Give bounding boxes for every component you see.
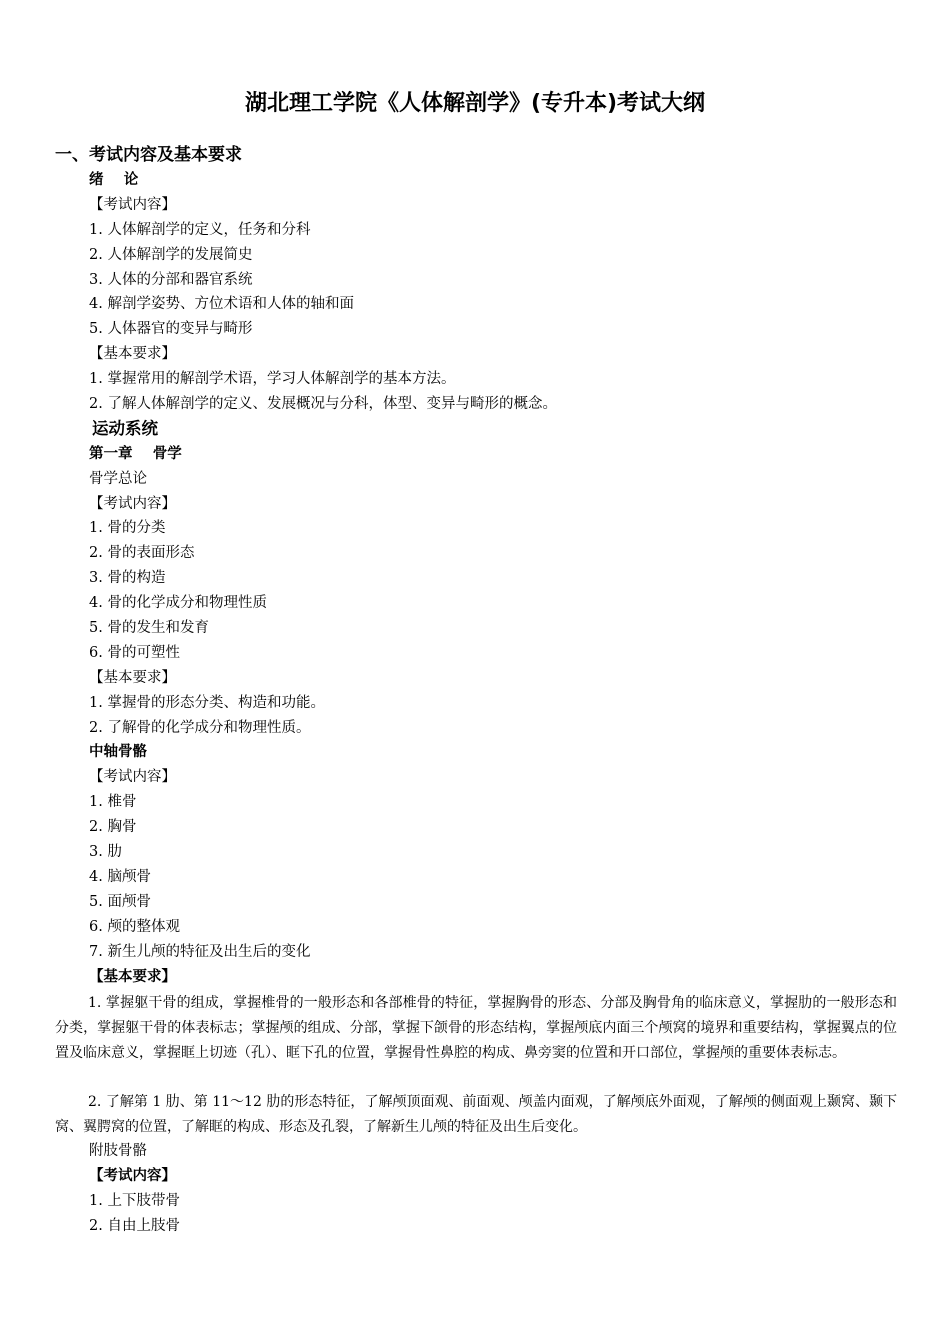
requirement-paragraph: 1. 掌握躯干骨的组成，掌握椎骨的一般形态和各部椎骨的特征，掌握胸骨的形态、分部及胸骨角的临床意义，掌握肋的一般形态和分类，掌握躯干骨的体表标志；掌握颅的组成、分部，掌握下颌骨的形态结构，掌握颅底内面三个颅窝的境界和重要结构，掌握翼点的位置及临床意义，掌握眶上切迹（孔）、眶下孔的位置，掌握骨性鼻腔的构成、鼻旁窦的位置和开口部位，掌握颅的重要体表标志。	[55, 995, 897, 1061]
list-item: 1. 人体解剖学的定义，任务和分科	[89, 221, 311, 238]
requirements-label: 【基本要求】	[89, 346, 176, 363]
list-item: 5. 人体器官的变异与畸形	[89, 321, 253, 338]
list-item: 3. 骨的构造	[89, 570, 166, 587]
list-item: 5. 面颅骨	[89, 893, 151, 910]
outline-body-continued	[0, 1139, 950, 1239]
list-item: 6. 颅的整体观	[89, 918, 180, 935]
requirements-label: 【基本要求】	[89, 968, 176, 985]
list-item: 1. 骨的分类	[89, 520, 166, 537]
subsection-heading: 骨学总论	[89, 470, 147, 487]
content-label: 【考试内容】	[89, 769, 176, 786]
content-label: 【考试内容】	[89, 196, 176, 213]
list-item: 2. 自由上肢骨	[89, 1217, 180, 1234]
list-item: 1. 上下肢带骨	[89, 1192, 180, 1209]
list-item: 4. 脑颅骨	[89, 868, 151, 885]
list-item: 5. 骨的发生和发育	[89, 620, 209, 637]
list-item: 2. 人体解剖学的发展简史	[89, 246, 253, 263]
list-item: 4. 骨的化学成分和物理性质	[89, 595, 267, 612]
document-title: 湖北理工学院《人体解剖学》(专升本)考试大纲	[244, 91, 706, 116]
subsection-heading: 中轴骨骼	[89, 744, 147, 761]
intro-heading: 绪 论	[89, 172, 139, 188]
content-label: 【考试内容】	[89, 495, 176, 512]
list-item: 2. 了解人体解剖学的定义、发展概况与分科，体型、变异与畸形的概念。	[89, 396, 557, 413]
list-item: 7. 新生儿颅的特征及出生后的变化	[89, 943, 311, 960]
list-item: 1. 掌握骨的形态分类、构造和功能。	[89, 694, 325, 711]
requirement-paragraph: 2. 了解第 1 肋、第 11～12 肋的形态特征，了解颅顶面观、前面观、颅盖内面观，了解颅底外面观，了解颅的侧面观上颞窝、颞下窝、翼腭窝的位置，了解眶的构成、形态及孔裂，了解新生儿颅的特征及出生后变化。	[55, 1094, 897, 1135]
chapter-heading: 第一章 骨学	[89, 445, 182, 462]
motion-system-heading: 运动系统	[92, 418, 158, 438]
list-item: 3. 肋	[89, 844, 122, 861]
requirements-label: 【基本要求】	[89, 669, 176, 686]
list-item: 1. 椎骨	[89, 794, 137, 811]
outline-body	[0, 168, 950, 989]
list-item: 2. 了解骨的化学成分和物理性质。	[89, 719, 311, 736]
content-label: 【考试内容】	[89, 1167, 176, 1184]
list-item: 2. 胸骨	[89, 819, 137, 836]
list-item: 6. 骨的可塑性	[89, 644, 180, 661]
list-item: 4. 解剖学姿势、方位术语和人体的轴和面	[89, 296, 354, 313]
section-heading-exam-content: 一、考试内容及基本要求	[55, 145, 242, 165]
list-item: 1. 掌握常用的解剖学术语，学习人体解剖学的基本方法。	[89, 371, 456, 388]
list-item: 2. 骨的表面形态	[89, 545, 195, 562]
subsection-heading: 附肢骨骼	[89, 1143, 147, 1159]
list-item: 3. 人体的分部和器官系统	[89, 271, 253, 288]
